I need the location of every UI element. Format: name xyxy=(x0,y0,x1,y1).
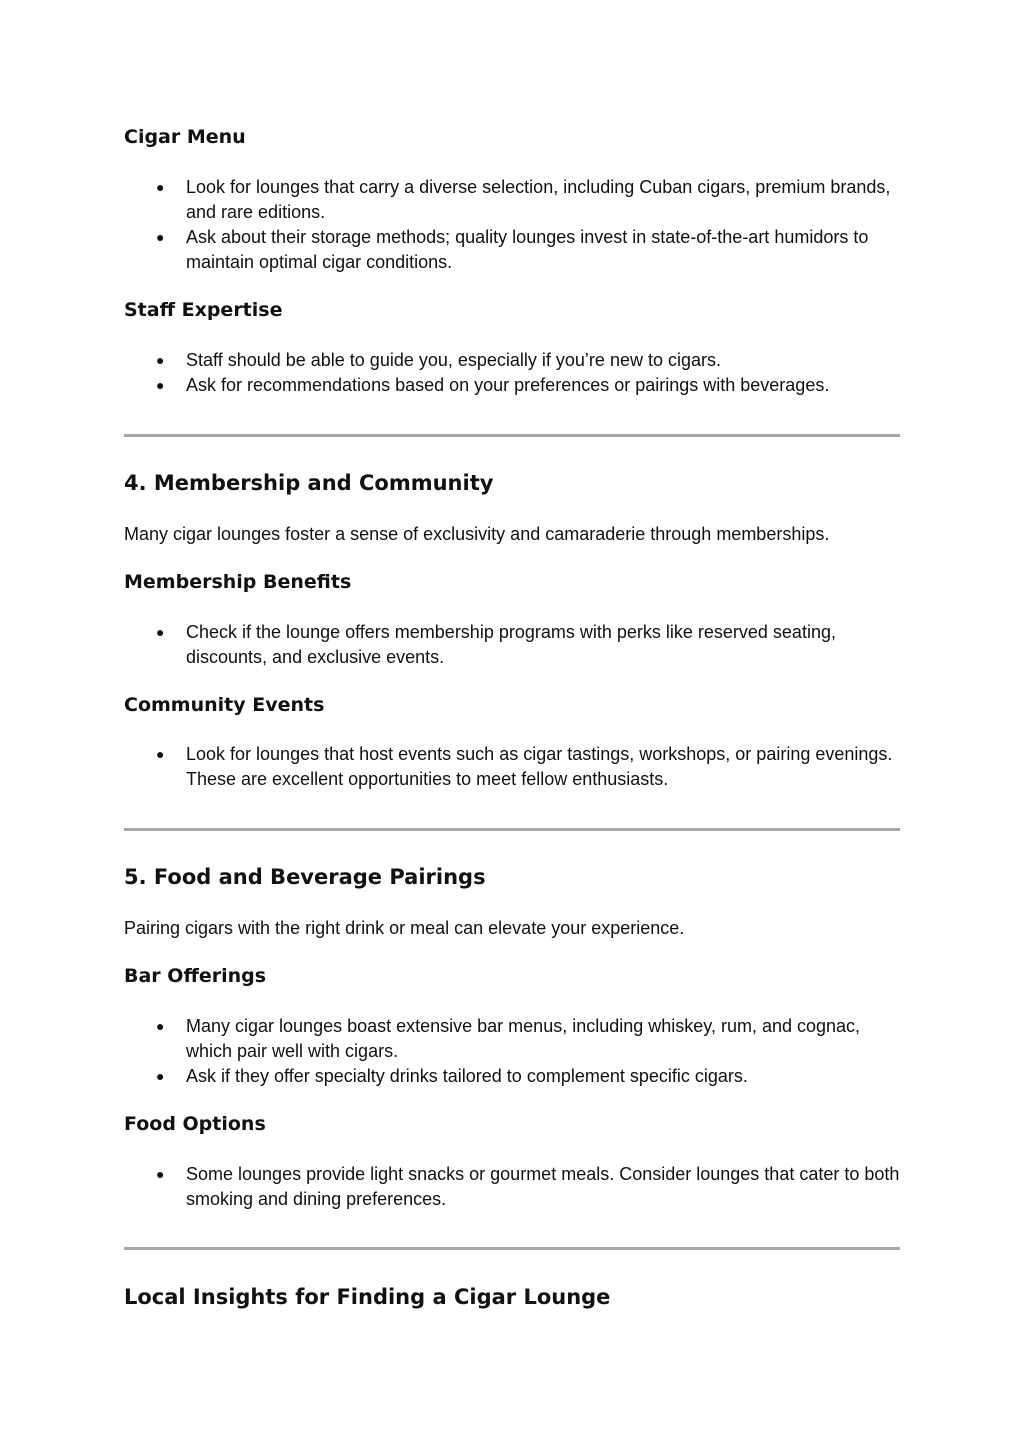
bullet-icon: ● xyxy=(156,1018,165,1034)
bullet-icon: ● xyxy=(156,624,165,640)
staff-expertise-heading: Staff Expertise xyxy=(124,299,283,321)
list-item: ● Many cigar lounges boast extensive bar menus, including whiskey, rum, and cognac, which pair well with cigars. xyxy=(156,1016,861,1061)
list-item: ● Some lounges provide light snacks or gourmet meals. Consider lounges that cater to both smoking and dining preferences. xyxy=(156,1164,900,1209)
list-item: ● Ask about their storage methods; quality lounges invest in state-of-the-art humidors to maintain optimal cigar conditions. xyxy=(156,227,869,272)
community-events-heading: Community Events xyxy=(124,694,325,716)
membership-benefits-list xyxy=(124,620,900,670)
cigar-menu-list xyxy=(124,175,900,275)
section-divider xyxy=(124,828,900,831)
membership-benefits-heading: Membership Benefits xyxy=(124,571,352,593)
list-item: ● Check if the lounge offers membership programs with perks like reserved seating, discounts, and exclusive events. xyxy=(156,622,836,667)
bar-offerings-list xyxy=(124,1014,900,1089)
membership-heading: 4. Membership and Community xyxy=(124,471,494,495)
list-item: ● Look for lounges that host events such as cigar tastings, workshops, or pairing evenings. These are excellent opportunities to meet fellow enthusiasts. xyxy=(156,744,893,789)
bullet-icon: ● xyxy=(156,1068,165,1084)
bullet-icon: ● xyxy=(156,1166,165,1182)
bullet-icon: ● xyxy=(156,352,165,368)
food-beverage-heading: 5. Food and Beverage Pairings xyxy=(124,865,486,889)
bullet-icon: ● xyxy=(156,746,165,762)
list-item: ● Ask if they offer specialty drinks tailored to complement specific cigars. xyxy=(124,1064,900,1089)
food-beverage-intro: Pairing cigars with the right drink or meal can elevate your experience. xyxy=(124,918,685,938)
local-insights-heading: Local Insights for Finding a Cigar Lounge xyxy=(124,1285,611,1309)
list-item: ● Look for lounges that carry a diverse selection, including Cuban cigars, premium brands, and rare editions. xyxy=(156,177,891,222)
staff-expertise-list xyxy=(124,348,900,398)
food-options-list xyxy=(124,1162,900,1212)
bullet-icon: ● xyxy=(156,229,165,245)
section-divider xyxy=(124,434,900,437)
cigar-menu-heading: Cigar Menu xyxy=(124,126,246,148)
bar-offerings-heading: Bar Offerings xyxy=(124,965,267,987)
bullet-icon: ● xyxy=(156,377,165,393)
membership-intro: Many cigar lounges foster a sense of exclusivity and camaraderie through memberships. xyxy=(124,524,830,544)
community-events-list xyxy=(124,742,900,792)
bullet-icon: ● xyxy=(156,179,165,195)
section-divider xyxy=(124,1247,900,1250)
list-item: ● Ask for recommendations based on your preferences or pairings with beverages. xyxy=(124,373,900,398)
food-options-heading: Food Options xyxy=(124,1113,266,1135)
list-item: ● Staff should be able to guide you, especially if you’re new to cigars. xyxy=(124,348,900,373)
